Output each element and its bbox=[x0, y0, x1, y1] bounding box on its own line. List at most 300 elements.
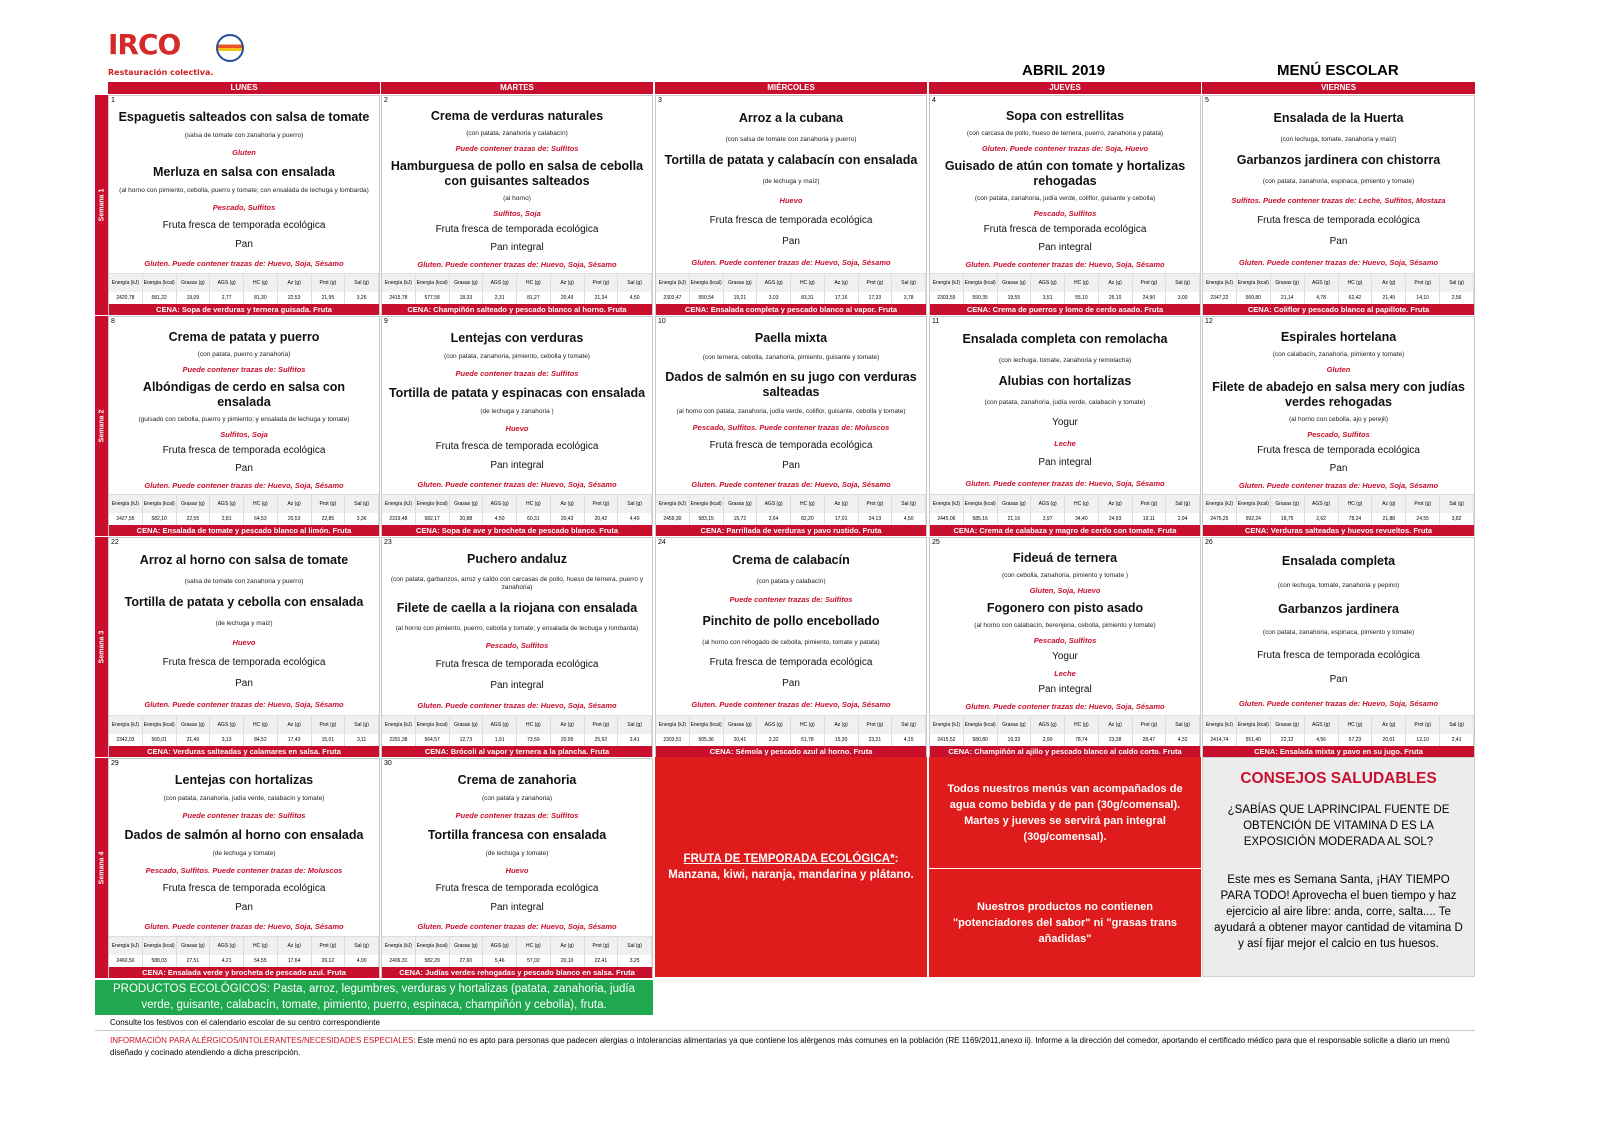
nutrition-header: AGS (g) bbox=[483, 495, 517, 513]
nutrition-value: 14,10 bbox=[1406, 292, 1440, 304]
nutrition-value: 3,13 bbox=[210, 734, 244, 746]
nutrition-value: 27,60 bbox=[450, 955, 484, 967]
allergen-text: Sulfitos. Puede contener trazas de: Leche, Sulfitos, Mostaza bbox=[1231, 195, 1446, 205]
nutrition-header: HC (g) bbox=[791, 274, 825, 292]
nutrition-value: 20,88 bbox=[450, 513, 484, 525]
nutrition-value: 60,31 bbox=[517, 513, 551, 525]
allergen-text: Gluten. Puede contener trazas de: Huevo, Soja, Sésamo bbox=[691, 700, 891, 710]
day-cell bbox=[381, 758, 653, 978]
dish-name: Tortilla francesa con ensalada bbox=[427, 827, 607, 842]
side-item: Fruta fresca de temporada ecológica bbox=[435, 659, 599, 671]
nutrition-value: 4,49 bbox=[618, 513, 652, 525]
nutrition-header: Prot (g) bbox=[859, 716, 893, 734]
nutrition-value: 5,46 bbox=[483, 955, 517, 967]
dish-name: Tortilla de patata y calabacín con ensalada bbox=[664, 153, 918, 168]
nutrition-header: Prot (g) bbox=[312, 937, 346, 955]
dish-name: Filete de abadejo en salsa mery con judías verdes rehogadas bbox=[1212, 380, 1465, 409]
side-item: Pan bbox=[782, 460, 800, 472]
nutrition-value: 2,62 bbox=[1305, 513, 1339, 525]
nutrition-value: 582,29 bbox=[416, 955, 450, 967]
nutrition-header: Prot (g) bbox=[585, 495, 619, 513]
nutrition-value: 3,03 bbox=[757, 292, 791, 304]
menu-lines bbox=[109, 548, 379, 714]
day-cell bbox=[655, 537, 927, 757]
day-number: 1 bbox=[111, 97, 115, 104]
nutrition-value: 2,56 bbox=[1440, 292, 1474, 304]
nutrition-header: AGS (g) bbox=[1305, 716, 1339, 734]
nutrition-value: 2415,78 bbox=[382, 292, 416, 304]
nutrition-table bbox=[1203, 715, 1474, 746]
nutrition-value: 2475,25 bbox=[1203, 513, 1237, 525]
side-item: Yogur bbox=[1052, 651, 1078, 662]
nutrition-value: 22,55 bbox=[177, 513, 211, 525]
side-item: Pan bbox=[1329, 463, 1348, 474]
menu-title: MENÚ ESCOLAR bbox=[1277, 62, 1399, 79]
allergen-text: Huevo bbox=[505, 866, 529, 876]
nutrition-header: HC (g) bbox=[244, 274, 278, 292]
nutrition-header: Sal (g) bbox=[892, 274, 926, 292]
nutrition-header: Az (g) bbox=[1099, 495, 1133, 513]
side-item: Fruta fresca de temporada ecológica bbox=[709, 656, 873, 668]
nutrition-header: HC (g) bbox=[517, 716, 551, 734]
side-item: Pan bbox=[1329, 236, 1348, 248]
dish-description: (al horno con pimiento, cebolla, puerro y tomate; con ensalada de lechuga y lombarda) bbox=[119, 187, 369, 195]
menu-lines bbox=[1203, 327, 1474, 493]
side-item: Fruta fresca de temporada ecológica bbox=[435, 882, 599, 894]
day-number: 23 bbox=[384, 539, 392, 546]
nutrition-header: Prot (g) bbox=[1406, 495, 1440, 513]
day-number: 12 bbox=[1205, 318, 1213, 325]
nutrition-table bbox=[930, 273, 1200, 304]
week-label bbox=[95, 758, 108, 978]
nutrition-value: 83,31 bbox=[791, 292, 825, 304]
dish-description: (con calabacín, zanahoria, pimiento y tomate) bbox=[1272, 351, 1405, 358]
day-header: LUNES bbox=[108, 82, 380, 94]
dish-description: (guisado con cebolla, puerro y pimiento; y ensalada de lechuga y tomate) bbox=[138, 416, 350, 423]
nutrition-value: 54,55 bbox=[244, 955, 278, 967]
nutrition-header: Energía (kcal) bbox=[690, 716, 724, 734]
cena-suggestion: CENA: Verduras salteadas y calamares en salsa. Fruta bbox=[109, 746, 379, 757]
day-cell bbox=[1202, 316, 1475, 536]
dish-description: (al horno con pimiento, puerro, cebolla y tomate; y ensalada de lechuga y lombarda) bbox=[395, 624, 639, 632]
nutrition-value: 20,95 bbox=[551, 734, 585, 746]
allergen-text: Sulfitos, Soja bbox=[493, 209, 541, 218]
cena-suggestion: CENA: Ensalada verde y brocheta de pescado azul. Fruta bbox=[109, 967, 379, 978]
day-number: 30 bbox=[384, 760, 392, 767]
nutrition-header: Energía (kJ) bbox=[109, 274, 143, 292]
day-cell bbox=[108, 537, 380, 757]
side-item: Pan bbox=[1329, 674, 1348, 686]
nutrition-header: Energía (kcal) bbox=[143, 495, 177, 513]
nutrition-value: 62,42 bbox=[1339, 292, 1373, 304]
nutrition-header: Energía (kJ) bbox=[656, 274, 690, 292]
nutrition-header: HC (g) bbox=[1339, 716, 1373, 734]
nutrition-value: 2427,55 bbox=[109, 513, 143, 525]
nutrition-header: Prot (g) bbox=[312, 716, 346, 734]
nutrition-value: 20,49 bbox=[551, 292, 585, 304]
nutrition-header: Sal (g) bbox=[345, 937, 379, 955]
dish-name: Crema de patata y puerro bbox=[168, 330, 320, 344]
allergen-text: Gluten. Puede contener trazas de: Huevo, Soja, Sésamo bbox=[144, 481, 344, 490]
nutrition-header: Sal (g) bbox=[345, 495, 379, 513]
month-title: ABRIL 2019 bbox=[1022, 62, 1106, 79]
nutrition-header: Sal (g) bbox=[618, 937, 652, 955]
nutrition-header: AGS (g) bbox=[757, 716, 791, 734]
side-item: Pan integral bbox=[490, 242, 544, 253]
day-number: 24 bbox=[658, 539, 666, 546]
dish-name: Arroz a la cubana bbox=[738, 110, 844, 125]
nutrition-header: HC (g) bbox=[791, 716, 825, 734]
nutrition-value: 4,56 bbox=[1305, 734, 1339, 746]
nutrition-value: 592,24 bbox=[1237, 513, 1271, 525]
consejos-title: CONSEJOS SALUDABLES bbox=[1240, 770, 1437, 787]
day-number: 8 bbox=[111, 318, 115, 325]
nutrition-header: Grasas (g) bbox=[177, 716, 211, 734]
day-header: MARTES bbox=[381, 82, 653, 94]
side-item: Fruta fresca de temporada ecológica bbox=[983, 224, 1147, 235]
day-number: 4 bbox=[932, 97, 936, 104]
nutrition-header: Az (g) bbox=[825, 274, 859, 292]
side-item: Pan integral bbox=[1038, 684, 1092, 695]
nutrition-table bbox=[930, 494, 1200, 525]
nutrition-value: 2,81 bbox=[210, 513, 244, 525]
nutrition-header: Energía (kJ) bbox=[109, 716, 143, 734]
nutrition-header: Energía (kcal) bbox=[964, 716, 998, 734]
side-item: Fruta fresca de temporada ecológica bbox=[709, 214, 873, 226]
nutrition-value: 3,36 bbox=[345, 513, 379, 525]
nutrition-header: Az (g) bbox=[278, 495, 312, 513]
nutrition-value: 84,52 bbox=[244, 734, 278, 746]
nutrition-value: 2291,38 bbox=[382, 734, 416, 746]
nutrition-header: Energía (kcal) bbox=[1237, 274, 1271, 292]
nutrition-header: Energía (kcal) bbox=[416, 937, 450, 955]
nutrition-value: 577,58 bbox=[416, 292, 450, 304]
dish-description: (con lechuga, tomate, zanahoria y maíz) bbox=[1280, 135, 1397, 143]
nutrition-value: 21,16 bbox=[998, 513, 1032, 525]
menu-lines bbox=[930, 327, 1200, 493]
nutrition-header: Grasas (g) bbox=[450, 937, 484, 955]
dish-description: (con carcasa de pollo, hueso de ternera, puerro, zanahoria y patata) bbox=[966, 130, 1164, 137]
nutrition-value: 22,41 bbox=[585, 955, 619, 967]
nutrition-table bbox=[109, 273, 379, 304]
nutrition-header: Energía (kJ) bbox=[382, 495, 416, 513]
side-item: Fruta fresca de temporada ecológica bbox=[162, 882, 326, 894]
nutrition-header: AGS (g) bbox=[1031, 274, 1065, 292]
menu-lines bbox=[656, 106, 926, 272]
nutrition-header: Sal (g) bbox=[1166, 716, 1200, 734]
day-number: 3 bbox=[658, 97, 662, 104]
nutrition-header: Prot (g) bbox=[312, 274, 346, 292]
nutrition-header: Energía (kJ) bbox=[109, 937, 143, 955]
dish-description: (con patata y zanahoria) bbox=[481, 795, 553, 803]
cena-suggestion: CENA: Ensalada de tomate y pescado blanco al limón. Fruta bbox=[109, 525, 379, 536]
nutrition-header: AGS (g) bbox=[1031, 495, 1065, 513]
day-number: 22 bbox=[111, 539, 119, 546]
nutrition-table bbox=[382, 936, 652, 967]
dish-name: Lentejas con verduras bbox=[450, 330, 584, 345]
nutrition-header: Prot (g) bbox=[1406, 716, 1440, 734]
nutrition-header: Grasas (g) bbox=[724, 716, 758, 734]
nutrition-header: Grasas (g) bbox=[450, 495, 484, 513]
nutrition-value: 22,85 bbox=[312, 513, 346, 525]
nutrition-header: HC (g) bbox=[517, 495, 551, 513]
day-header: VIERNES bbox=[1202, 82, 1475, 94]
nutrition-value: 2,31 bbox=[483, 292, 517, 304]
day-cell bbox=[929, 537, 1201, 757]
week-label bbox=[95, 537, 108, 757]
dish-name: Crema de calabacín bbox=[732, 552, 850, 567]
nutrition-header: Prot (g) bbox=[312, 495, 346, 513]
dish-description: (con lechuga, tomate, zanahoria y remolacha) bbox=[998, 356, 1132, 364]
nutrition-value: 19,55 bbox=[998, 292, 1032, 304]
dish-description: (salsa de tomate con zanahoria y puerro) bbox=[184, 577, 304, 585]
nutrition-value: 3,26 bbox=[345, 292, 379, 304]
allergen-text: Leche bbox=[1054, 669, 1076, 678]
nutrition-value: 23,38 bbox=[1099, 734, 1133, 746]
dish-description: (al horno con rehogado de cebolla, pimiento, tomate y patata) bbox=[702, 638, 880, 646]
allergen-text: Huevo bbox=[505, 424, 529, 434]
nutrition-value: 4,50 bbox=[483, 513, 517, 525]
nutrition-value: 4,21 bbox=[210, 955, 244, 967]
nutrition-value: 2406,31 bbox=[382, 955, 416, 967]
nutrition-value: 28,47 bbox=[1133, 734, 1167, 746]
dish-description: (al horno con cebolla, ajo y perejil) bbox=[1289, 416, 1388, 423]
nutrition-header: Az (g) bbox=[278, 716, 312, 734]
nutrition-value: 550,54 bbox=[690, 292, 724, 304]
nutrition-header: Sal (g) bbox=[345, 716, 379, 734]
nutrition-value: 3,51 bbox=[1031, 292, 1065, 304]
cena-suggestion: CENA: Verduras salteadas y huevos revueltos. Fruta bbox=[1203, 525, 1474, 536]
nutrition-value: 2415,52 bbox=[930, 734, 964, 746]
nutrition-value: 26,12 bbox=[312, 955, 346, 967]
nutrition-value: 583,15 bbox=[690, 513, 724, 525]
consulte-note: Consulte los festivos con el calendario escolar de su centro correspondiente bbox=[110, 1018, 380, 1027]
nutrition-value: 582,17 bbox=[416, 513, 450, 525]
potenciadores-box: Nuestros productos no contienen "potenciadores del sabor" ni "grasas trans añadidas" bbox=[929, 869, 1201, 977]
nutrition-header: Az (g) bbox=[278, 274, 312, 292]
nutrition-value: 19,11 bbox=[1133, 513, 1167, 525]
allergen-text: Pescado, Sulfitos. Puede contener trazas de: Moluscos bbox=[145, 866, 343, 876]
dish-description: (con patata y calabacín) bbox=[756, 577, 826, 585]
week-label-text: Semana 1 bbox=[98, 188, 105, 222]
irco-logo bbox=[108, 30, 258, 82]
nutrition-value: 82,20 bbox=[791, 513, 825, 525]
seal-icon bbox=[216, 34, 244, 62]
nutrition-value: 81,27 bbox=[517, 292, 551, 304]
allergen-text: Gluten bbox=[232, 148, 256, 158]
cena-suggestion: CENA: Judías verdes rehogadas y pescado blanco en salsa. Fruta bbox=[382, 967, 652, 978]
cena-suggestion: CENA: Sopa de verduras y ternera guisada. Fruta bbox=[109, 304, 379, 315]
nutrition-table bbox=[382, 273, 652, 304]
nutrition-value: 17,33 bbox=[859, 292, 893, 304]
nutrition-value: 2347,22 bbox=[1203, 292, 1237, 304]
allergen-text: Gluten. Puede contener trazas de: Huevo, Soja, Sésamo bbox=[144, 922, 344, 932]
nutrition-header: Grasas (g) bbox=[1271, 274, 1305, 292]
nutrition-value: 2319,48 bbox=[382, 513, 416, 525]
nutrition-header: Az (g) bbox=[551, 495, 585, 513]
day-number: 29 bbox=[111, 760, 119, 767]
nutrition-header: Prot (g) bbox=[1133, 495, 1167, 513]
nutrition-value: 15,30 bbox=[825, 734, 859, 746]
cena-suggestion: CENA: Coliflor y pescado blanco al papillote. Fruta bbox=[1203, 304, 1474, 315]
dish-name: Crema de zanahoria bbox=[457, 772, 577, 787]
nutrition-header: Grasas (g) bbox=[177, 274, 211, 292]
nutrition-header: HC (g) bbox=[244, 716, 278, 734]
nutrition-value: 588,03 bbox=[143, 955, 177, 967]
menu-lines bbox=[382, 106, 652, 272]
day-cell bbox=[108, 95, 380, 315]
dish-description: (con lechuga, tomate, zanahoria y pepino) bbox=[1277, 581, 1400, 589]
menu-lines bbox=[109, 106, 379, 272]
nutrition-table bbox=[656, 273, 926, 304]
nutrition-value: 2303,55 bbox=[930, 292, 964, 304]
nutrition-header: Grasas (g) bbox=[450, 274, 484, 292]
dish-name: Guisado de atún con tomate y hortalizas rehogadas bbox=[944, 159, 1186, 188]
side-item: Pan integral bbox=[490, 679, 544, 691]
nutrition-header: Sal (g) bbox=[1166, 274, 1200, 292]
week-label bbox=[95, 95, 108, 315]
side-item: Pan integral bbox=[1038, 457, 1092, 469]
nutrition-header: Energía (kcal) bbox=[964, 274, 998, 292]
nutrition-value: 560,80 bbox=[1237, 292, 1271, 304]
nutrition-header: Az (g) bbox=[551, 274, 585, 292]
cena-suggestion: CENA: Sémola y pescado azul al horno. Fruta bbox=[656, 746, 926, 757]
fruta-ecologica-box bbox=[655, 757, 927, 977]
nutrition-value: 551,40 bbox=[1237, 734, 1271, 746]
dish-name: Crema de verduras naturales bbox=[430, 109, 604, 123]
nutrition-header: Energía (kJ) bbox=[930, 495, 964, 513]
nutrition-value: 3,41 bbox=[618, 734, 652, 746]
nutrition-header: HC (g) bbox=[1339, 495, 1373, 513]
day-number: 10 bbox=[658, 318, 666, 325]
nutrition-table bbox=[930, 715, 1200, 746]
dish-description: (con cebolla, zanahoria, pimiento y tomate ) bbox=[1001, 572, 1129, 579]
nutrition-value: 24,55 bbox=[1406, 513, 1440, 525]
nutrition-value: 25,92 bbox=[585, 734, 619, 746]
nutrition-header: AGS (g) bbox=[757, 274, 791, 292]
day-cell bbox=[381, 95, 653, 315]
dish-description: (con patata, zanahoria, espinaca, pimiento y tomate) bbox=[1262, 178, 1415, 186]
nutrition-value: 3,97 bbox=[1031, 513, 1065, 525]
side-item: Pan bbox=[235, 463, 253, 474]
dish-name: Fogonero con pisto asado bbox=[986, 601, 1144, 615]
nutrition-header: Az (g) bbox=[1372, 274, 1406, 292]
side-item: Fruta fresca de temporada ecológica bbox=[709, 440, 873, 452]
nutrition-value: 57,23 bbox=[1339, 734, 1373, 746]
day-number: 2 bbox=[384, 97, 388, 104]
nutrition-value: 564,57 bbox=[416, 734, 450, 746]
cena-suggestion: CENA: Sopa de ave y brocheta de pescado blanco. Fruta bbox=[382, 525, 652, 536]
allergen-text: Gluten. Puede contener trazas de: Huevo, Soja, Sésamo bbox=[417, 922, 617, 932]
nutrition-value: 18,33 bbox=[450, 292, 484, 304]
dish-description: (salsa de tomate con zanahoria y puerro) bbox=[184, 132, 304, 140]
nutrition-header: AGS (g) bbox=[210, 274, 244, 292]
allergen-text: Gluten. Puede contener trazas de: Huevo, Soja, Sésamo bbox=[965, 702, 1165, 711]
nutrition-value: 4,00 bbox=[345, 955, 379, 967]
nutrition-header: Grasas (g) bbox=[998, 495, 1032, 513]
nutrition-header: Sal (g) bbox=[892, 495, 926, 513]
dish-name: Hamburguesa de pollo en salsa de cebolla con guisantes salteados bbox=[390, 159, 644, 188]
day-cell bbox=[1202, 537, 1475, 757]
nutrition-header: AGS (g) bbox=[1305, 274, 1339, 292]
dish-name: Pinchito de pollo encebollado bbox=[702, 614, 880, 629]
nutrition-value: 4,32 bbox=[1166, 734, 1200, 746]
nutrition-header: Sal (g) bbox=[892, 716, 926, 734]
dish-name: Albóndigas de cerdo en salsa con ensalada bbox=[142, 380, 346, 409]
nutrition-value: 2,32 bbox=[757, 734, 791, 746]
allergen-text: Gluten. Puede contener trazas de: Soja, Huevo bbox=[981, 144, 1149, 153]
nutrition-header: AGS (g) bbox=[1305, 495, 1339, 513]
nutrition-value: 550,35 bbox=[964, 292, 998, 304]
nutrition-header: Az (g) bbox=[1099, 274, 1133, 292]
nutrition-value: 19,21 bbox=[724, 292, 758, 304]
nutrition-value: 20,42 bbox=[585, 513, 619, 525]
day-number: 9 bbox=[384, 318, 388, 325]
nutrition-value: 2445,06 bbox=[930, 513, 964, 525]
nutrition-value: 21,14 bbox=[1271, 292, 1305, 304]
nutrition-table bbox=[656, 715, 926, 746]
nutrition-header: AGS (g) bbox=[757, 495, 791, 513]
menu-lines bbox=[1203, 548, 1474, 714]
menu-lines bbox=[382, 327, 652, 493]
allergen-text: Gluten. Puede contener trazas de: Huevo, Soja, Sésamo bbox=[144, 259, 344, 269]
allergen-text: Gluten. Puede contener trazas de: Huevo, Soja, Sésamo bbox=[417, 700, 617, 710]
nutrition-table bbox=[109, 936, 379, 967]
menu-lines bbox=[109, 769, 379, 935]
menu-lines bbox=[382, 548, 652, 714]
nutrition-value: 20,10 bbox=[551, 955, 585, 967]
nutrition-value: 24,90 bbox=[1133, 292, 1167, 304]
nutrition-header: AGS (g) bbox=[483, 937, 517, 955]
nutrition-table bbox=[109, 715, 379, 746]
nutrition-header: Prot (g) bbox=[585, 937, 619, 955]
nutrition-header: Az (g) bbox=[825, 716, 859, 734]
nutrition-value: 78,74 bbox=[1065, 734, 1099, 746]
nutrition-header: Energía (kcal) bbox=[143, 274, 177, 292]
nutrition-value: 505,36 bbox=[690, 734, 724, 746]
allergen-text: Gluten. Puede contener trazas de: Huevo, Soja, Sésamo bbox=[965, 479, 1165, 489]
allergen-text: Puede contener trazas de: Sulfitos bbox=[182, 365, 306, 374]
nutrition-value: 21,88 bbox=[1372, 513, 1406, 525]
nutrition-value: 2,94 bbox=[1166, 513, 1200, 525]
side-item: Fruta fresca de temporada ecológica bbox=[1257, 214, 1420, 226]
cena-suggestion: CENA: Brócoli al vapor y ternera a la plancha. Fruta bbox=[382, 746, 652, 757]
nutrition-header: Energía (kcal) bbox=[690, 274, 724, 292]
nutrition-header: Sal (g) bbox=[1440, 495, 1474, 513]
nutrition-value: 73,59 bbox=[517, 734, 551, 746]
dish-name: Alubias con hortalizas bbox=[998, 374, 1132, 389]
nutrition-header: Sal (g) bbox=[345, 274, 379, 292]
dish-description: (al horno con patata, zanahoria, judía verde, coliflor, guisante, cebolla y tomate) bbox=[676, 407, 906, 415]
nutrition-value: 560,01 bbox=[143, 734, 177, 746]
side-item: Pan integral bbox=[490, 460, 544, 472]
allergen-text: Gluten. Puede contener trazas de: Huevo, Soja, Sésamo bbox=[691, 480, 891, 490]
day-cell bbox=[929, 95, 1201, 315]
nutrition-header: AGS (g) bbox=[210, 495, 244, 513]
nutrition-header: Prot (g) bbox=[1133, 274, 1167, 292]
nutrition-value: 580,80 bbox=[964, 734, 998, 746]
dish-description: (de lechuga y zanahoria ) bbox=[480, 408, 554, 416]
side-item: Fruta fresca de temporada ecológica bbox=[162, 219, 326, 231]
nutrition-value: 4,15 bbox=[892, 734, 926, 746]
logo-subtitle: Restauración colectiva. bbox=[108, 68, 214, 77]
nutrition-header: Prot (g) bbox=[1406, 274, 1440, 292]
nutrition-header: HC (g) bbox=[791, 495, 825, 513]
divider bbox=[95, 1030, 1475, 1031]
dish-description: (de lechuga y maíz) bbox=[215, 620, 273, 628]
logo-wordmark: IRCO bbox=[108, 28, 181, 61]
dish-description: (con patata, zanahoria, judía verde, calabacín y tomate) bbox=[984, 399, 1146, 407]
